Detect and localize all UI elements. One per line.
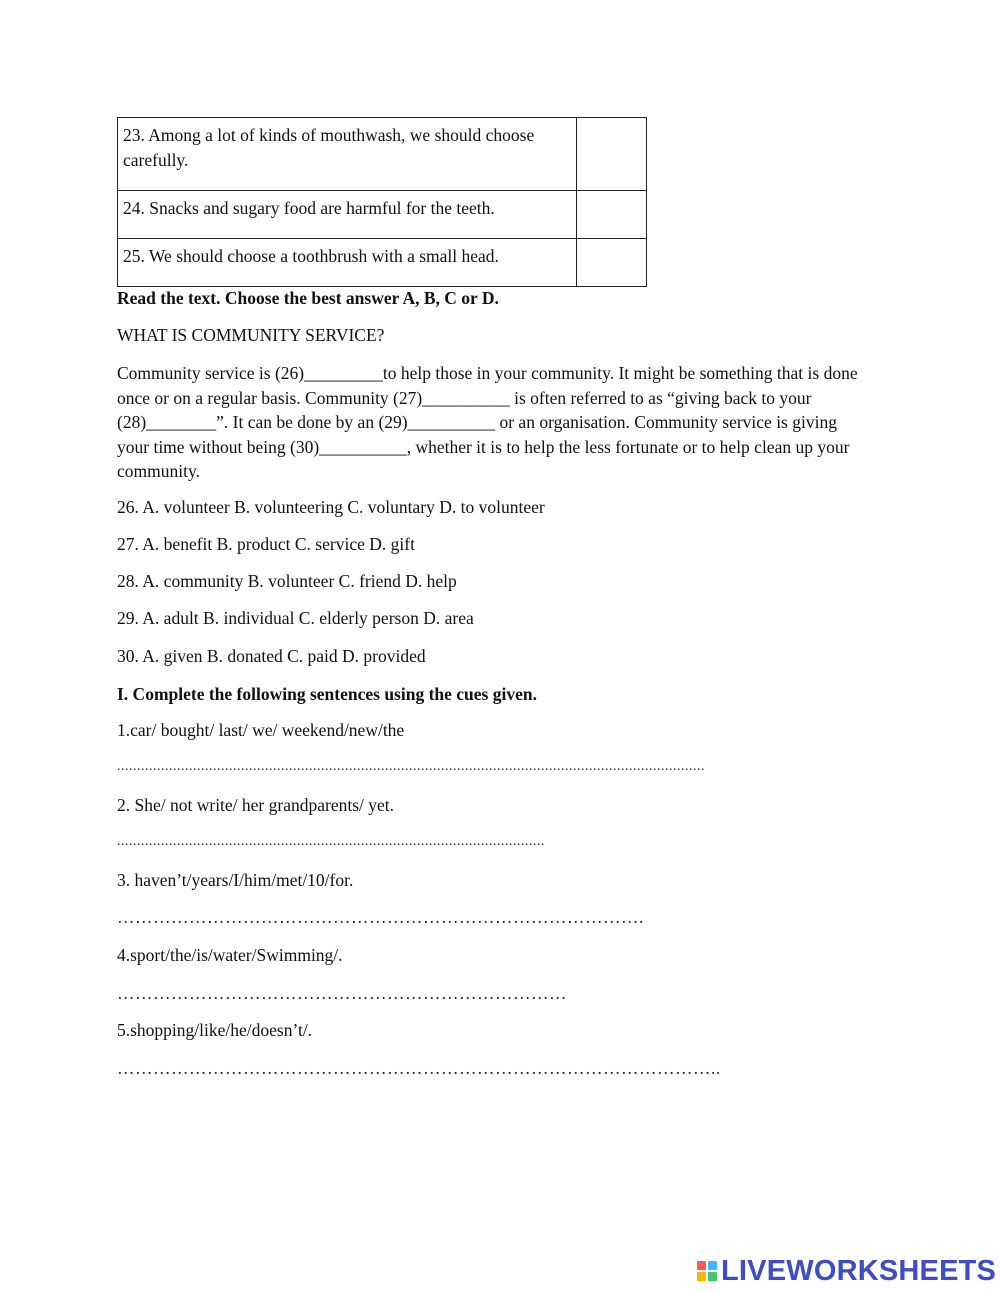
answer-box[interactable] xyxy=(577,118,647,191)
cue-5: 5.shopping/like/he/doesn’t/. xyxy=(117,1020,313,1040)
reading-title: WHAT IS COMMUNITY SERVICE? xyxy=(117,325,385,345)
table-row xyxy=(118,191,647,239)
statement-cell: 24. Snacks and sugary food are harmful for the teeth. xyxy=(118,191,577,239)
option-line-26: 26. A. volunteer B. volunteering C. voluntary D. to volunteer xyxy=(117,497,545,517)
answer-line-3[interactable]: ……………………………………………………………………………. xyxy=(117,907,644,927)
answer-line-4[interactable]: ………………………………………………………………… xyxy=(117,983,567,1003)
logo-mark-icon xyxy=(697,1261,717,1281)
option-line-27: 27. A. benefit B. product C. service D. gift xyxy=(117,534,415,554)
table-row xyxy=(118,239,647,287)
answer-line-5[interactable]: ……………………………………………………………………………………….. xyxy=(117,1058,721,1078)
option-line-29: 29. A. adult B. individual C. elderly person D. area xyxy=(117,608,474,628)
statement-cell: 25. We should choose a toothbrush with a small head. xyxy=(118,239,577,287)
cue-1: 1.car/ bought/ last/ we/ weekend/new/the xyxy=(117,720,405,740)
writing-instruction: I. Complete the following sentences using the cues given. xyxy=(117,684,537,704)
option-line-28: 28. A. community B. volunteer C. friend D. help xyxy=(117,571,457,591)
option-line-30: 30. A. given B. donated C. paid D. provided xyxy=(117,646,426,666)
cue-4: 4.sport/the/is/water/Swimming/. xyxy=(117,945,343,965)
answer-line-1[interactable]: ................................................................................................................................................... xyxy=(117,759,705,774)
true-false-table xyxy=(117,117,647,287)
cue-3: 3. haven’t/years/I/him/met/10/for. xyxy=(117,870,354,890)
logo-text: LIVEWORKSHEETS xyxy=(721,1254,997,1287)
statement-cell: 23. Among a lot of kinds of mouthwash, we should choose carefully. xyxy=(118,118,577,191)
liveworksheets-logo xyxy=(697,1254,996,1288)
answer-box[interactable] xyxy=(577,191,647,239)
reading-passage: Community service is (26)_________to help those in your community. It might be something that is done once or on a regular basis. Community (27)__________ is often referred to as “giving back to your (28)________”. It can be done by an (29)__________ or an organisation. Community service is giving your time without being (30)__________, whether it is to help the less fortunate or to help clean up your community. xyxy=(117,363,858,481)
reading-instruction: Read the text. Choose the best answer A, B, C or D. xyxy=(117,288,499,308)
answer-box[interactable] xyxy=(577,239,647,287)
answer-line-2[interactable]: ........................................................................................................... xyxy=(117,834,545,849)
cue-2: 2. She/ not write/ her grandparents/ yet. xyxy=(117,795,395,815)
table-row xyxy=(118,118,647,191)
